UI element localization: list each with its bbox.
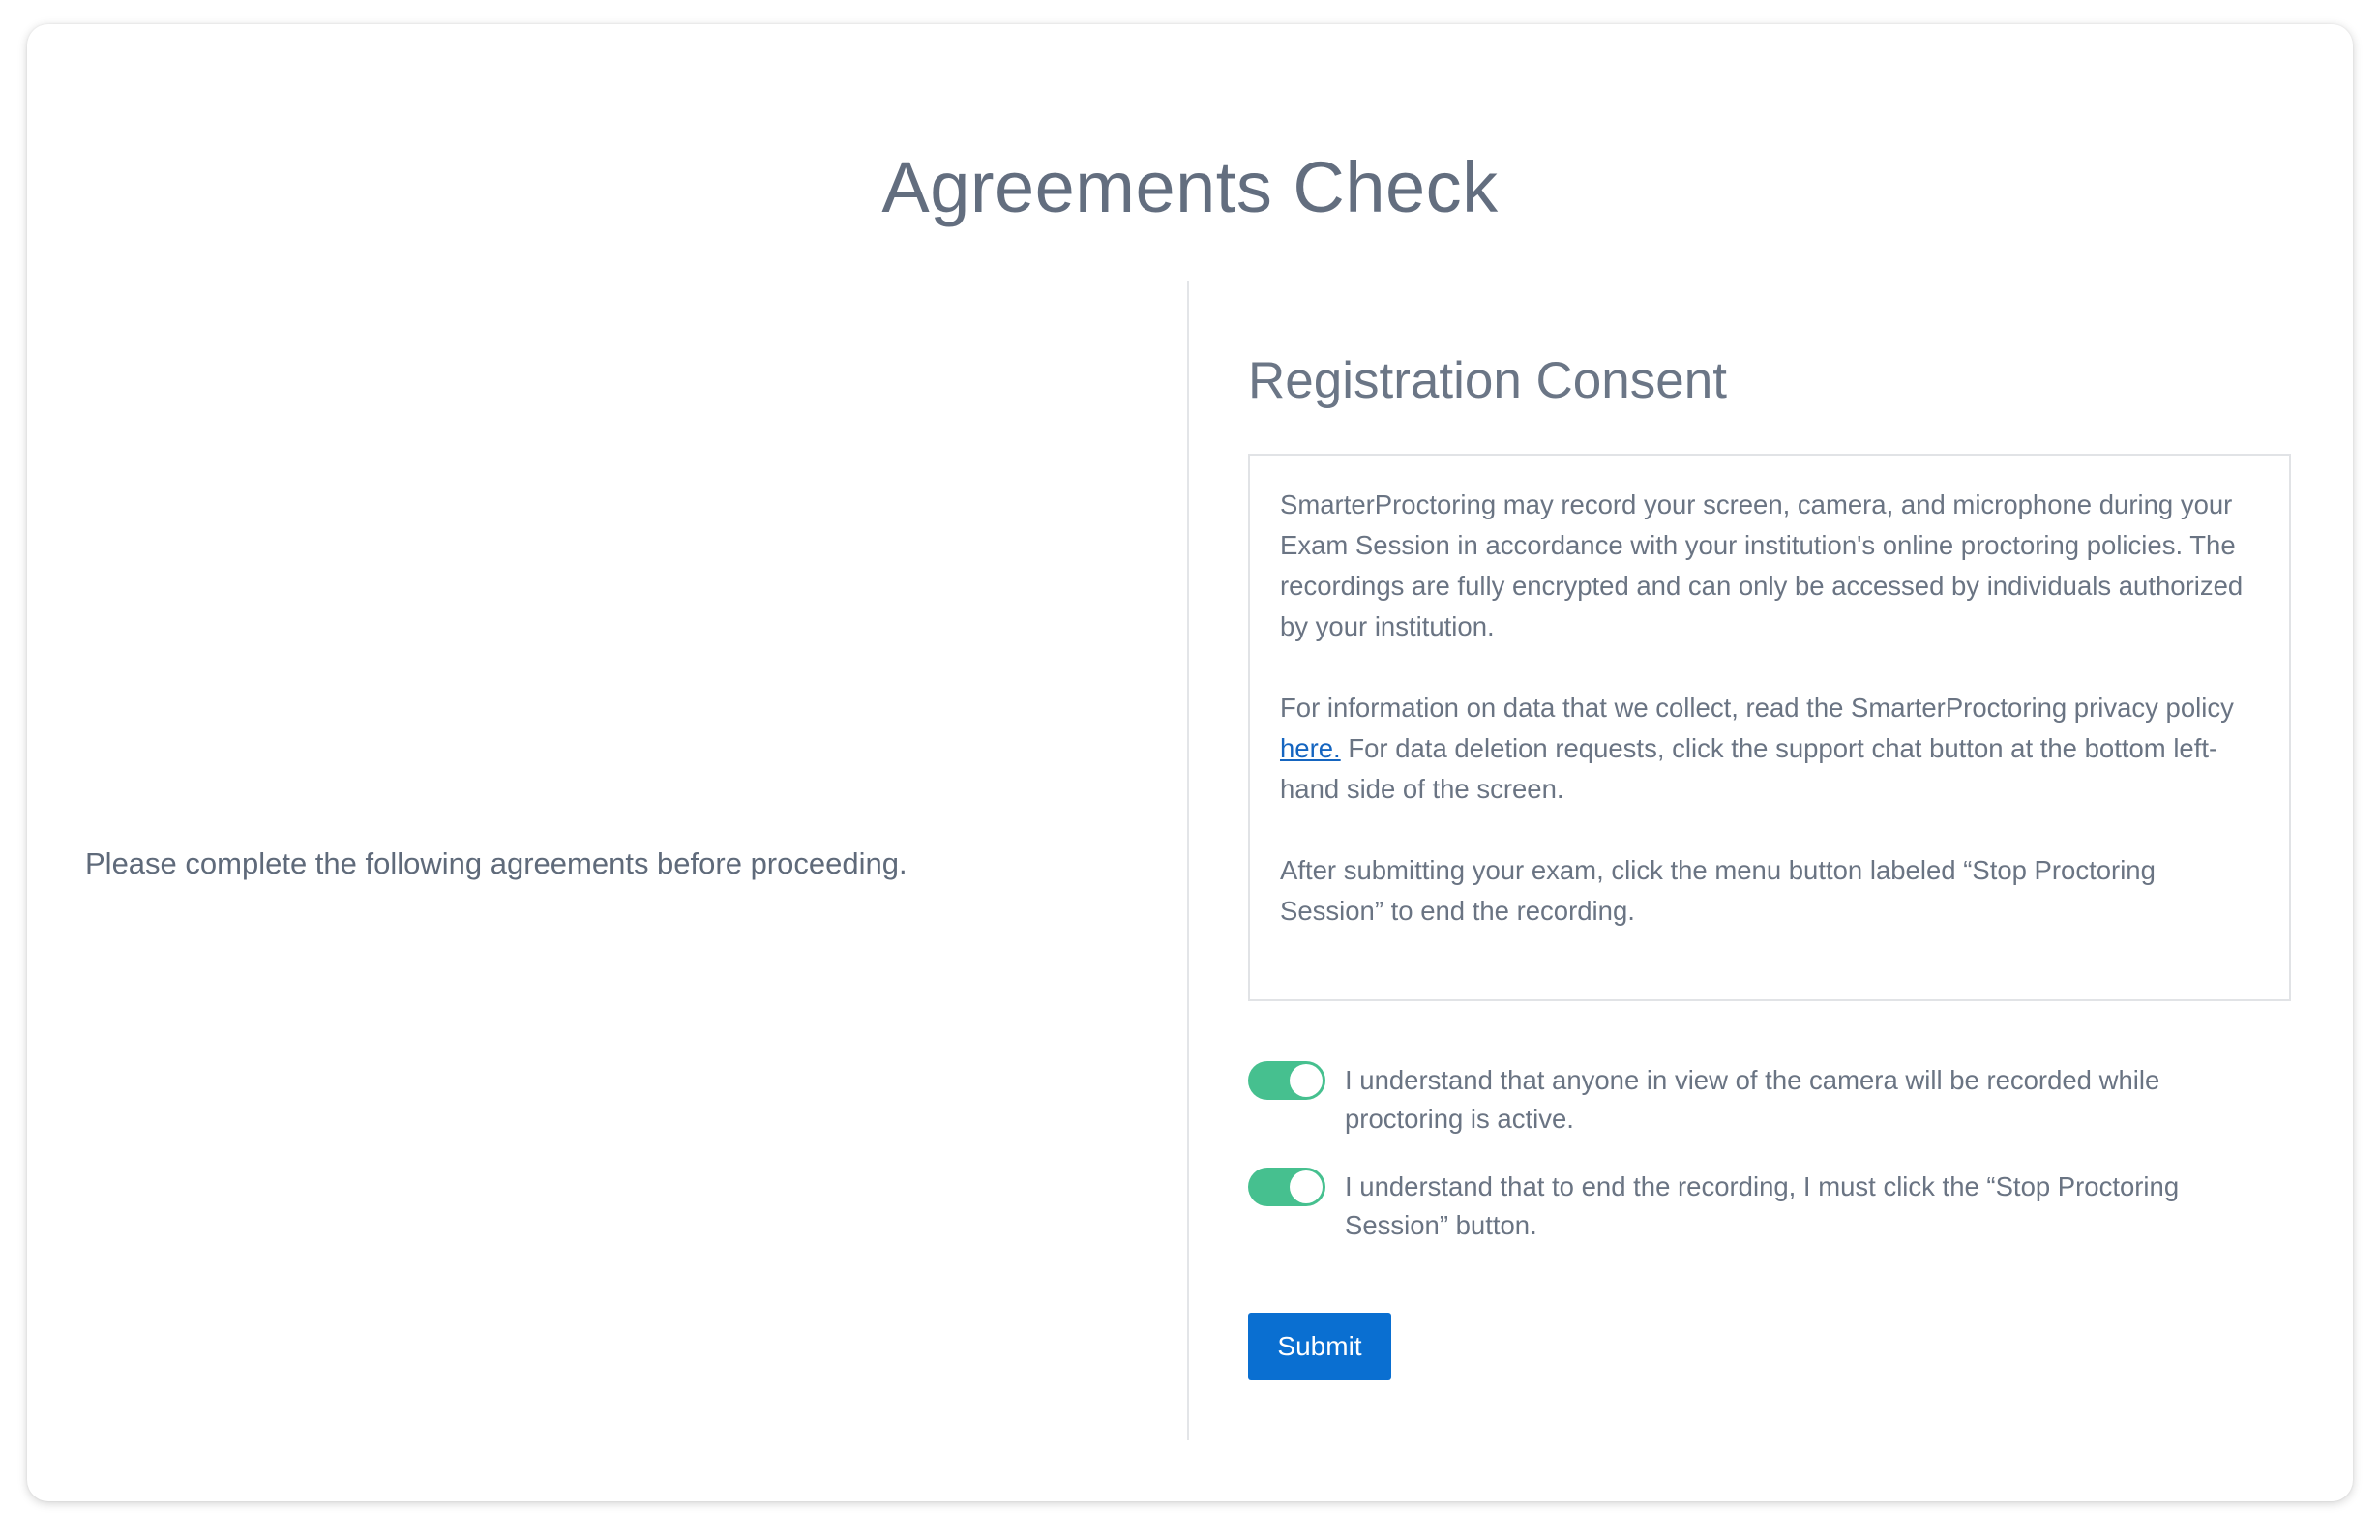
privacy-policy-link[interactable]: here. xyxy=(1280,733,1341,763)
agreement-label-stop-recording: I understand that to end the recording, I must click the “Stop Proctoring Session” button. xyxy=(1345,1171,2180,1240)
page-title: Agreements Check xyxy=(881,146,1499,227)
agreement-toggle-stop-recording[interactable] xyxy=(1248,1168,1325,1206)
agreement-label-camera: I understand that anyone in view of the camera will be recorded while proctoring is active. xyxy=(1345,1065,2160,1134)
privacy-text-before: For information on data that we collect, read the SmarterProctoring privacy policy xyxy=(1280,693,2234,723)
consent-paragraph-recording: SmarterProctoring may record your screen, camera, and microphone during your Exam Session in accordance with your institution's online proctoring policies. The recordings are fully encrypted and can only be accessed by individuals authorized by your institution. xyxy=(1280,489,2244,641)
privacy-text-after: For data deletion requests, click the support chat button at the bottom left-hand side of the screen. xyxy=(1280,733,2218,804)
agreement-toggle-camera[interactable] xyxy=(1248,1061,1325,1100)
toggle-knob xyxy=(1290,1064,1323,1097)
consent-paragraph-stop: After submitting your exam, click the menu button labeled “Stop Proctoring Session” to end the recording. xyxy=(1280,855,2156,926)
instructions-text: Please complete the following agreements before proceeding. xyxy=(85,846,907,880)
consent-heading: Registration Consent xyxy=(1248,352,1727,409)
agreement-row-camera xyxy=(1248,1061,2274,1139)
submit-button[interactable]: Submit xyxy=(1248,1313,1391,1380)
consent-paragraph-privacy xyxy=(1280,688,2260,810)
agreement-row-stop-recording xyxy=(1248,1168,2274,1245)
agreements-card xyxy=(27,24,2353,1501)
consent-text-box xyxy=(1248,454,2291,1001)
column-divider xyxy=(1187,281,1189,1440)
toggle-knob xyxy=(1290,1170,1323,1203)
